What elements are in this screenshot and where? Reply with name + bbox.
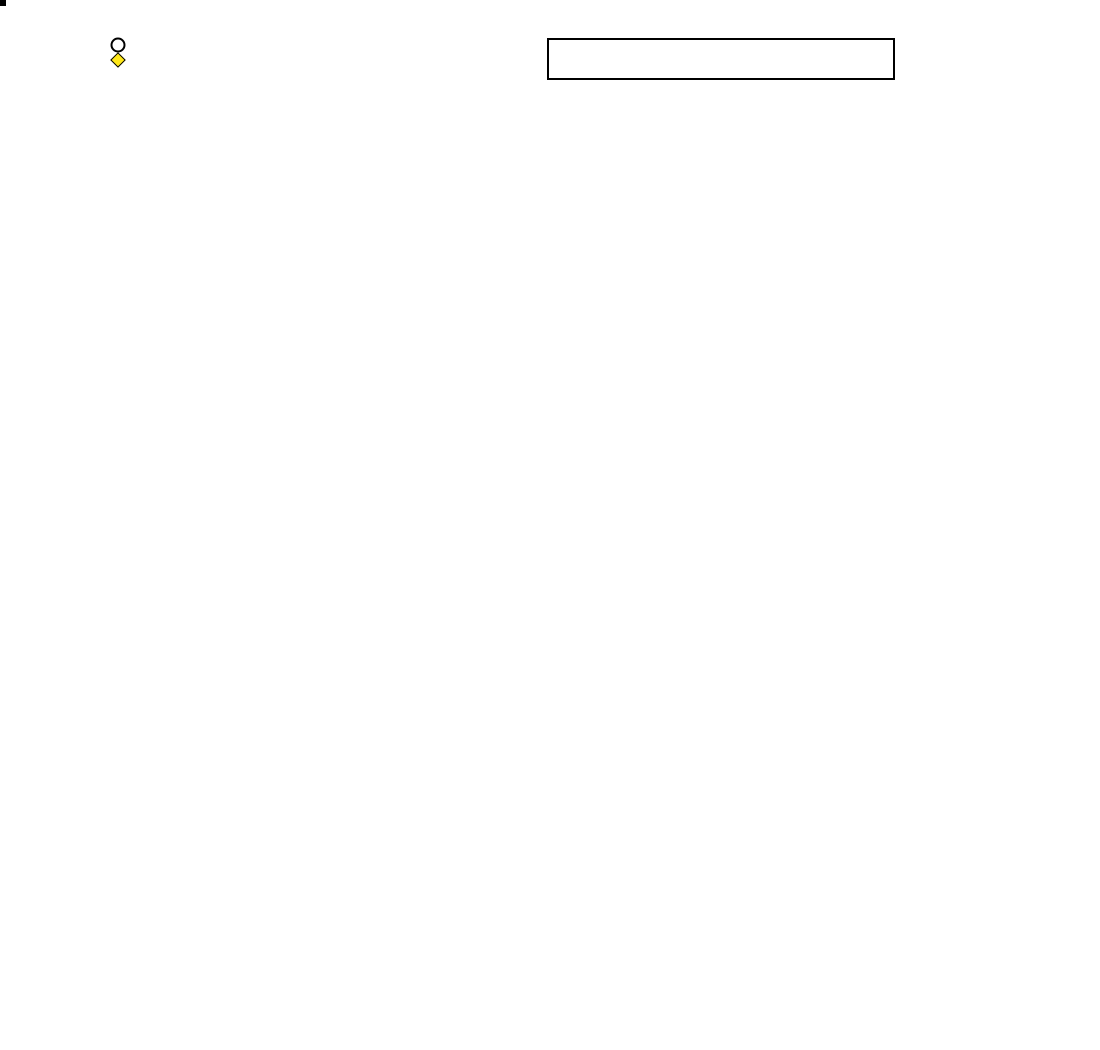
usm-instrumentation-icon	[111, 38, 126, 53]
vector-scale-box	[547, 38, 895, 80]
colorbar	[0, 0, 4, 4]
ndbc-station-icon	[110, 52, 126, 68]
